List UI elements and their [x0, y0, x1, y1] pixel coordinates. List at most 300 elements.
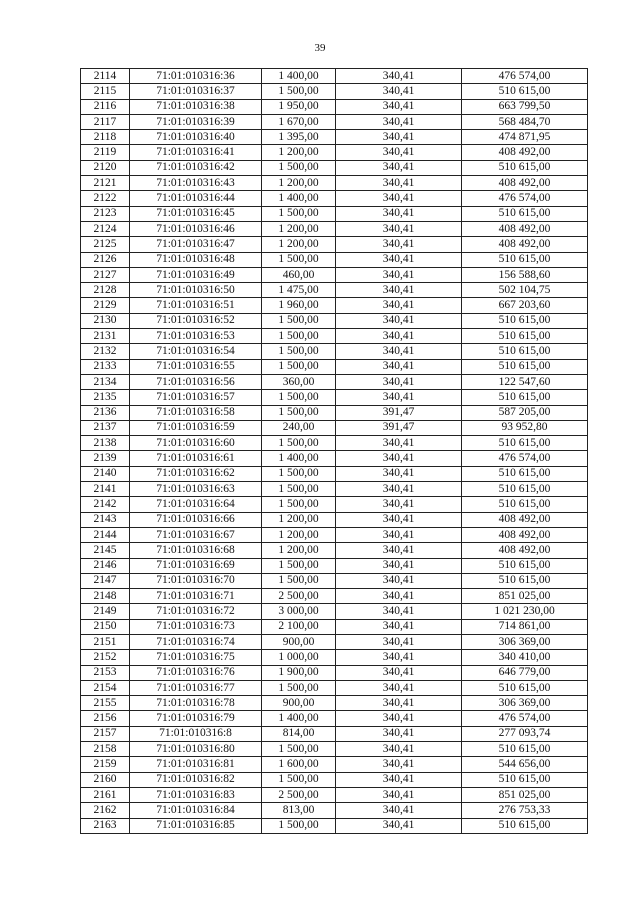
row-number-cell: 2150	[81, 619, 130, 634]
row-number-cell: 2129	[81, 298, 130, 313]
cadastral-number-cell: 71:01:010316:57	[130, 390, 262, 405]
row-number-cell: 2132	[81, 344, 130, 359]
table-row	[81, 145, 588, 160]
table-row	[81, 482, 588, 497]
area-cell: 1 500,00	[262, 405, 336, 420]
row-number-cell: 2138	[81, 436, 130, 451]
value-cell: 156 588,60	[462, 267, 588, 282]
rate-cell: 340,41	[336, 191, 462, 206]
value-cell: 306 369,00	[462, 696, 588, 711]
rate-cell: 340,41	[336, 818, 462, 833]
value-cell: 510 615,00	[462, 252, 588, 267]
rate-cell: 340,41	[336, 436, 462, 451]
row-number-cell: 2131	[81, 329, 130, 344]
row-number-cell: 2163	[81, 818, 130, 833]
row-number-cell: 2142	[81, 497, 130, 512]
rate-cell: 340,41	[336, 650, 462, 665]
cadastral-number-cell: 71:01:010316:40	[130, 130, 262, 145]
value-cell: 646 779,00	[462, 665, 588, 680]
rate-cell: 340,41	[336, 237, 462, 252]
area-cell: 1 200,00	[262, 145, 336, 160]
value-cell: 476 574,00	[462, 191, 588, 206]
row-number-cell: 2116	[81, 99, 130, 114]
area-cell: 460,00	[262, 267, 336, 282]
value-cell: 510 615,00	[462, 772, 588, 787]
rate-cell: 340,41	[336, 329, 462, 344]
table-row	[81, 436, 588, 451]
area-cell: 1 500,00	[262, 573, 336, 588]
rate-cell: 340,41	[336, 451, 462, 466]
value-cell: 510 615,00	[462, 558, 588, 573]
cadastral-number-cell: 71:01:010316:73	[130, 619, 262, 634]
rate-cell: 340,41	[336, 787, 462, 802]
cadastral-number-cell: 71:01:010316:74	[130, 634, 262, 649]
value-cell: 408 492,00	[462, 543, 588, 558]
row-number-cell: 2151	[81, 634, 130, 649]
rate-cell: 340,41	[336, 803, 462, 818]
cadastral-number-cell: 71:01:010316:38	[130, 99, 262, 114]
row-number-cell: 2117	[81, 114, 130, 129]
row-number-cell: 2124	[81, 221, 130, 236]
row-number-cell: 2119	[81, 145, 130, 160]
rate-cell: 340,41	[336, 634, 462, 649]
area-cell: 1 000,00	[262, 650, 336, 665]
area-cell: 1 200,00	[262, 176, 336, 191]
rate-cell: 340,41	[336, 772, 462, 787]
rate-cell: 340,41	[336, 512, 462, 527]
cadastral-number-cell: 71:01:010316:52	[130, 313, 262, 328]
rate-cell: 340,41	[336, 482, 462, 497]
rate-cell: 340,41	[336, 221, 462, 236]
cadastral-number-cell: 71:01:010316:85	[130, 818, 262, 833]
rate-cell: 340,41	[336, 696, 462, 711]
area-cell: 1 500,00	[262, 160, 336, 175]
cadastral-number-cell: 71:01:010316:37	[130, 84, 262, 99]
area-cell: 240,00	[262, 420, 336, 435]
row-number-cell: 2157	[81, 726, 130, 741]
table-row	[81, 405, 588, 420]
table-row	[81, 512, 588, 527]
table-body	[81, 69, 588, 834]
rate-cell: 340,41	[336, 573, 462, 588]
row-number-cell: 2160	[81, 772, 130, 787]
value-cell: 568 484,70	[462, 114, 588, 129]
table-row	[81, 160, 588, 175]
area-cell: 813,00	[262, 803, 336, 818]
cadastral-number-cell: 71:01:010316:42	[130, 160, 262, 175]
cadastral-number-cell: 71:01:010316:53	[130, 329, 262, 344]
row-number-cell: 2156	[81, 711, 130, 726]
row-number-cell: 2145	[81, 543, 130, 558]
value-cell: 510 615,00	[462, 497, 588, 512]
table-row	[81, 176, 588, 191]
area-cell: 1 400,00	[262, 451, 336, 466]
cadastral-number-cell: 71:01:010316:59	[130, 420, 262, 435]
rate-cell: 340,41	[336, 390, 462, 405]
value-cell: 510 615,00	[462, 390, 588, 405]
cadastral-number-cell: 71:01:010316:83	[130, 787, 262, 802]
area-cell: 3 000,00	[262, 604, 336, 619]
cadastral-number-cell: 71:01:010316:39	[130, 114, 262, 129]
area-cell: 2 500,00	[262, 787, 336, 802]
cadastral-number-cell: 71:01:010316:56	[130, 374, 262, 389]
row-number-cell: 2143	[81, 512, 130, 527]
value-cell: 714 861,00	[462, 619, 588, 634]
value-cell: 408 492,00	[462, 237, 588, 252]
rate-cell: 391,47	[336, 420, 462, 435]
row-number-cell: 2139	[81, 451, 130, 466]
row-number-cell: 2125	[81, 237, 130, 252]
cadastral-number-cell: 71:01:010316:44	[130, 191, 262, 206]
rate-cell: 340,41	[336, 252, 462, 267]
table-row	[81, 558, 588, 573]
table-row	[81, 267, 588, 282]
value-cell: 667 203,60	[462, 298, 588, 313]
area-cell: 1 500,00	[262, 497, 336, 512]
rate-cell: 340,41	[336, 298, 462, 313]
value-cell: 544 656,00	[462, 757, 588, 772]
table-row	[81, 130, 588, 145]
table-row	[81, 726, 588, 741]
cadastral-number-cell: 71:01:010316:46	[130, 221, 262, 236]
rate-cell: 340,41	[336, 374, 462, 389]
rate-cell: 340,41	[336, 206, 462, 221]
cadastral-number-cell: 71:01:010316:54	[130, 344, 262, 359]
value-cell: 851 025,00	[462, 787, 588, 802]
cadastral-number-cell: 71:01:010316:69	[130, 558, 262, 573]
value-cell: 510 615,00	[462, 84, 588, 99]
value-cell: 277 093,74	[462, 726, 588, 741]
area-cell: 1 500,00	[262, 772, 336, 787]
table-row	[81, 680, 588, 695]
row-number-cell: 2120	[81, 160, 130, 175]
area-cell: 1 500,00	[262, 329, 336, 344]
table-row	[81, 283, 588, 298]
area-cell: 1 400,00	[262, 191, 336, 206]
area-cell: 1 400,00	[262, 711, 336, 726]
cadastral-number-cell: 71:01:010316:68	[130, 543, 262, 558]
area-cell: 1 960,00	[262, 298, 336, 313]
area-cell: 1 500,00	[262, 252, 336, 267]
table-row	[81, 573, 588, 588]
value-cell: 122 547,60	[462, 374, 588, 389]
row-number-cell: 2140	[81, 466, 130, 481]
row-number-cell: 2134	[81, 374, 130, 389]
row-number-cell: 2159	[81, 757, 130, 772]
cadastral-number-cell: 71:01:010316:61	[130, 451, 262, 466]
area-cell: 2 100,00	[262, 619, 336, 634]
value-cell: 510 615,00	[462, 573, 588, 588]
row-number-cell: 2147	[81, 573, 130, 588]
table-row	[81, 84, 588, 99]
row-number-cell: 2118	[81, 130, 130, 145]
area-cell: 1 600,00	[262, 757, 336, 772]
rate-cell: 340,41	[336, 84, 462, 99]
area-cell: 1 500,00	[262, 344, 336, 359]
value-cell: 663 799,50	[462, 99, 588, 114]
cadastral-number-cell: 71:01:010316:72	[130, 604, 262, 619]
cadastral-number-cell: 71:01:010316:66	[130, 512, 262, 527]
area-cell: 1 500,00	[262, 84, 336, 99]
row-number-cell: 2127	[81, 267, 130, 282]
value-cell: 510 615,00	[462, 466, 588, 481]
cadastral-number-cell: 71:01:010316:51	[130, 298, 262, 313]
cadastral-number-cell: 71:01:010316:45	[130, 206, 262, 221]
row-number-cell: 2128	[81, 283, 130, 298]
row-number-cell: 2153	[81, 665, 130, 680]
value-cell: 408 492,00	[462, 527, 588, 542]
value-cell: 476 574,00	[462, 711, 588, 726]
area-cell: 814,00	[262, 726, 336, 741]
table-row	[81, 497, 588, 512]
rate-cell: 340,41	[336, 497, 462, 512]
value-cell: 476 574,00	[462, 451, 588, 466]
rate-cell: 340,41	[336, 757, 462, 772]
cadastral-number-cell: 71:01:010316:48	[130, 252, 262, 267]
row-number-cell: 2123	[81, 206, 130, 221]
row-number-cell: 2135	[81, 390, 130, 405]
area-cell: 2 500,00	[262, 589, 336, 604]
value-cell: 340 410,00	[462, 650, 588, 665]
rate-cell: 340,41	[336, 711, 462, 726]
row-number-cell: 2162	[81, 803, 130, 818]
cadastral-number-cell: 71:01:010316:50	[130, 283, 262, 298]
value-cell: 510 615,00	[462, 680, 588, 695]
rate-cell: 340,41	[336, 145, 462, 160]
value-cell: 408 492,00	[462, 221, 588, 236]
cadastral-number-cell: 71:01:010316:79	[130, 711, 262, 726]
cadastral-number-cell: 71:01:010316:36	[130, 69, 262, 84]
area-cell: 1 200,00	[262, 527, 336, 542]
rate-cell: 340,41	[336, 742, 462, 757]
table-row	[81, 313, 588, 328]
table-row	[81, 696, 588, 711]
table-row	[81, 329, 588, 344]
table-row	[81, 344, 588, 359]
row-number-cell: 2161	[81, 787, 130, 802]
area-cell: 1 200,00	[262, 512, 336, 527]
cadastral-number-cell: 71:01:010316:55	[130, 359, 262, 374]
table-row	[81, 757, 588, 772]
table-row	[81, 787, 588, 802]
table-row	[81, 374, 588, 389]
rate-cell: 340,41	[336, 619, 462, 634]
cadastral-number-cell: 71:01:010316:64	[130, 497, 262, 512]
table-row	[81, 99, 588, 114]
area-cell: 1 500,00	[262, 818, 336, 833]
table-row	[81, 298, 588, 313]
area-cell: 1 500,00	[262, 558, 336, 573]
rate-cell: 340,41	[336, 283, 462, 298]
rate-cell: 340,41	[336, 344, 462, 359]
row-number-cell: 2137	[81, 420, 130, 435]
table-row	[81, 206, 588, 221]
table-row	[81, 252, 588, 267]
value-cell: 510 615,00	[462, 313, 588, 328]
row-number-cell: 2146	[81, 558, 130, 573]
table-row	[81, 527, 588, 542]
table-row	[81, 191, 588, 206]
table-row	[81, 543, 588, 558]
cadastral-number-cell: 71:01:010316:76	[130, 665, 262, 680]
rate-cell: 340,41	[336, 160, 462, 175]
rate-cell: 340,41	[336, 313, 462, 328]
table-row	[81, 390, 588, 405]
table-row	[81, 650, 588, 665]
row-number-cell: 2141	[81, 482, 130, 497]
cadastral-number-cell: 71:01:010316:81	[130, 757, 262, 772]
row-number-cell: 2133	[81, 359, 130, 374]
cadastral-number-cell: 71:01:010316:58	[130, 405, 262, 420]
area-cell: 1 200,00	[262, 237, 336, 252]
value-cell: 306 369,00	[462, 634, 588, 649]
value-cell: 510 615,00	[462, 436, 588, 451]
table-row	[81, 742, 588, 757]
rate-cell: 340,41	[336, 267, 462, 282]
table-row	[81, 114, 588, 129]
row-number-cell: 2154	[81, 680, 130, 695]
rate-cell: 340,41	[336, 130, 462, 145]
cadastral-number-cell: 71:01:010316:77	[130, 680, 262, 695]
row-number-cell: 2130	[81, 313, 130, 328]
rate-cell: 340,41	[336, 543, 462, 558]
cadastral-number-cell: 71:01:010316:71	[130, 589, 262, 604]
value-cell: 1 021 230,00	[462, 604, 588, 619]
value-cell: 408 492,00	[462, 145, 588, 160]
cadastral-number-cell: 71:01:010316:63	[130, 482, 262, 497]
table-row	[81, 451, 588, 466]
rate-cell: 340,41	[336, 99, 462, 114]
value-cell: 510 615,00	[462, 206, 588, 221]
cadastral-number-cell: 71:01:010316:82	[130, 772, 262, 787]
row-number-cell: 2152	[81, 650, 130, 665]
area-cell: 1 900,00	[262, 665, 336, 680]
area-cell: 1 500,00	[262, 313, 336, 328]
value-cell: 510 615,00	[462, 344, 588, 359]
row-number-cell: 2158	[81, 742, 130, 757]
value-cell: 510 615,00	[462, 359, 588, 374]
cadastral-number-cell: 71:01:010316:49	[130, 267, 262, 282]
cadastral-number-cell: 71:01:010316:75	[130, 650, 262, 665]
rate-cell: 340,41	[336, 726, 462, 741]
area-cell: 1 500,00	[262, 680, 336, 695]
table-row	[81, 359, 588, 374]
row-number-cell: 2155	[81, 696, 130, 711]
area-cell: 1 500,00	[262, 466, 336, 481]
value-cell: 510 615,00	[462, 160, 588, 175]
rate-cell: 340,41	[336, 114, 462, 129]
table-row	[81, 466, 588, 481]
area-cell: 1 500,00	[262, 436, 336, 451]
rate-cell: 340,41	[336, 604, 462, 619]
area-cell: 1 200,00	[262, 543, 336, 558]
table-row	[81, 634, 588, 649]
area-cell: 1 200,00	[262, 221, 336, 236]
rate-cell: 340,41	[336, 527, 462, 542]
cadastral-number-cell: 71:01:010316:47	[130, 237, 262, 252]
area-cell: 1 500,00	[262, 482, 336, 497]
area-cell: 1 475,00	[262, 283, 336, 298]
value-cell: 510 615,00	[462, 482, 588, 497]
value-cell: 474 871,95	[462, 130, 588, 145]
table-row	[81, 665, 588, 680]
rate-cell: 340,41	[336, 680, 462, 695]
rate-cell: 340,41	[336, 665, 462, 680]
rate-cell: 340,41	[336, 466, 462, 481]
table-row	[81, 604, 588, 619]
table-row	[81, 818, 588, 833]
area-cell: 900,00	[262, 696, 336, 711]
cadastral-number-cell: 71:01:010316:80	[130, 742, 262, 757]
table-row	[81, 589, 588, 604]
table-row	[81, 803, 588, 818]
rate-cell: 340,41	[336, 176, 462, 191]
value-cell: 408 492,00	[462, 176, 588, 191]
row-number-cell: 2149	[81, 604, 130, 619]
area-cell: 1 395,00	[262, 130, 336, 145]
cadastral-number-cell: 71:01:010316:60	[130, 436, 262, 451]
rate-cell: 340,41	[336, 359, 462, 374]
rate-cell: 340,41	[336, 69, 462, 84]
value-cell: 276 753,33	[462, 803, 588, 818]
table-row	[81, 619, 588, 634]
rate-cell: 340,41	[336, 558, 462, 573]
value-cell: 502 104,75	[462, 283, 588, 298]
page-number: 39	[314, 42, 326, 54]
row-number-cell: 2121	[81, 176, 130, 191]
value-cell: 476 574,00	[462, 69, 588, 84]
row-number-cell: 2144	[81, 527, 130, 542]
table-row	[81, 237, 588, 252]
area-cell: 1 400,00	[262, 69, 336, 84]
cadastral-number-cell: 71:01:010316:62	[130, 466, 262, 481]
area-cell: 1 500,00	[262, 359, 336, 374]
table-row	[81, 420, 588, 435]
row-number-cell: 2136	[81, 405, 130, 420]
cadastral-number-cell: 71:01:010316:67	[130, 527, 262, 542]
value-cell: 408 492,00	[462, 512, 588, 527]
table-row	[81, 711, 588, 726]
value-cell: 510 615,00	[462, 329, 588, 344]
row-number-cell: 2114	[81, 69, 130, 84]
cadastral-number-cell: 71:01:010316:70	[130, 573, 262, 588]
value-cell: 510 615,00	[462, 742, 588, 757]
cadastral-number-cell: 71:01:010316:43	[130, 176, 262, 191]
row-number-cell: 2126	[81, 252, 130, 267]
table-row	[81, 772, 588, 787]
row-number-cell: 2115	[81, 84, 130, 99]
area-cell: 360,00	[262, 374, 336, 389]
area-cell: 1 500,00	[262, 390, 336, 405]
area-cell: 1 500,00	[262, 742, 336, 757]
value-cell: 851 025,00	[462, 589, 588, 604]
cadastral-number-cell: 71:01:010316:8	[130, 726, 262, 741]
cadastral-table	[80, 68, 588, 834]
value-cell: 510 615,00	[462, 818, 588, 833]
table-row	[81, 221, 588, 236]
area-cell: 1 670,00	[262, 114, 336, 129]
row-number-cell: 2148	[81, 589, 130, 604]
rate-cell: 391,47	[336, 405, 462, 420]
cadastral-number-cell: 71:01:010316:78	[130, 696, 262, 711]
rate-cell: 340,41	[336, 589, 462, 604]
area-cell: 1 500,00	[262, 206, 336, 221]
cadastral-number-cell: 71:01:010316:41	[130, 145, 262, 160]
value-cell: 93 952,80	[462, 420, 588, 435]
area-cell: 1 950,00	[262, 99, 336, 114]
area-cell: 900,00	[262, 634, 336, 649]
table-row	[81, 69, 588, 84]
